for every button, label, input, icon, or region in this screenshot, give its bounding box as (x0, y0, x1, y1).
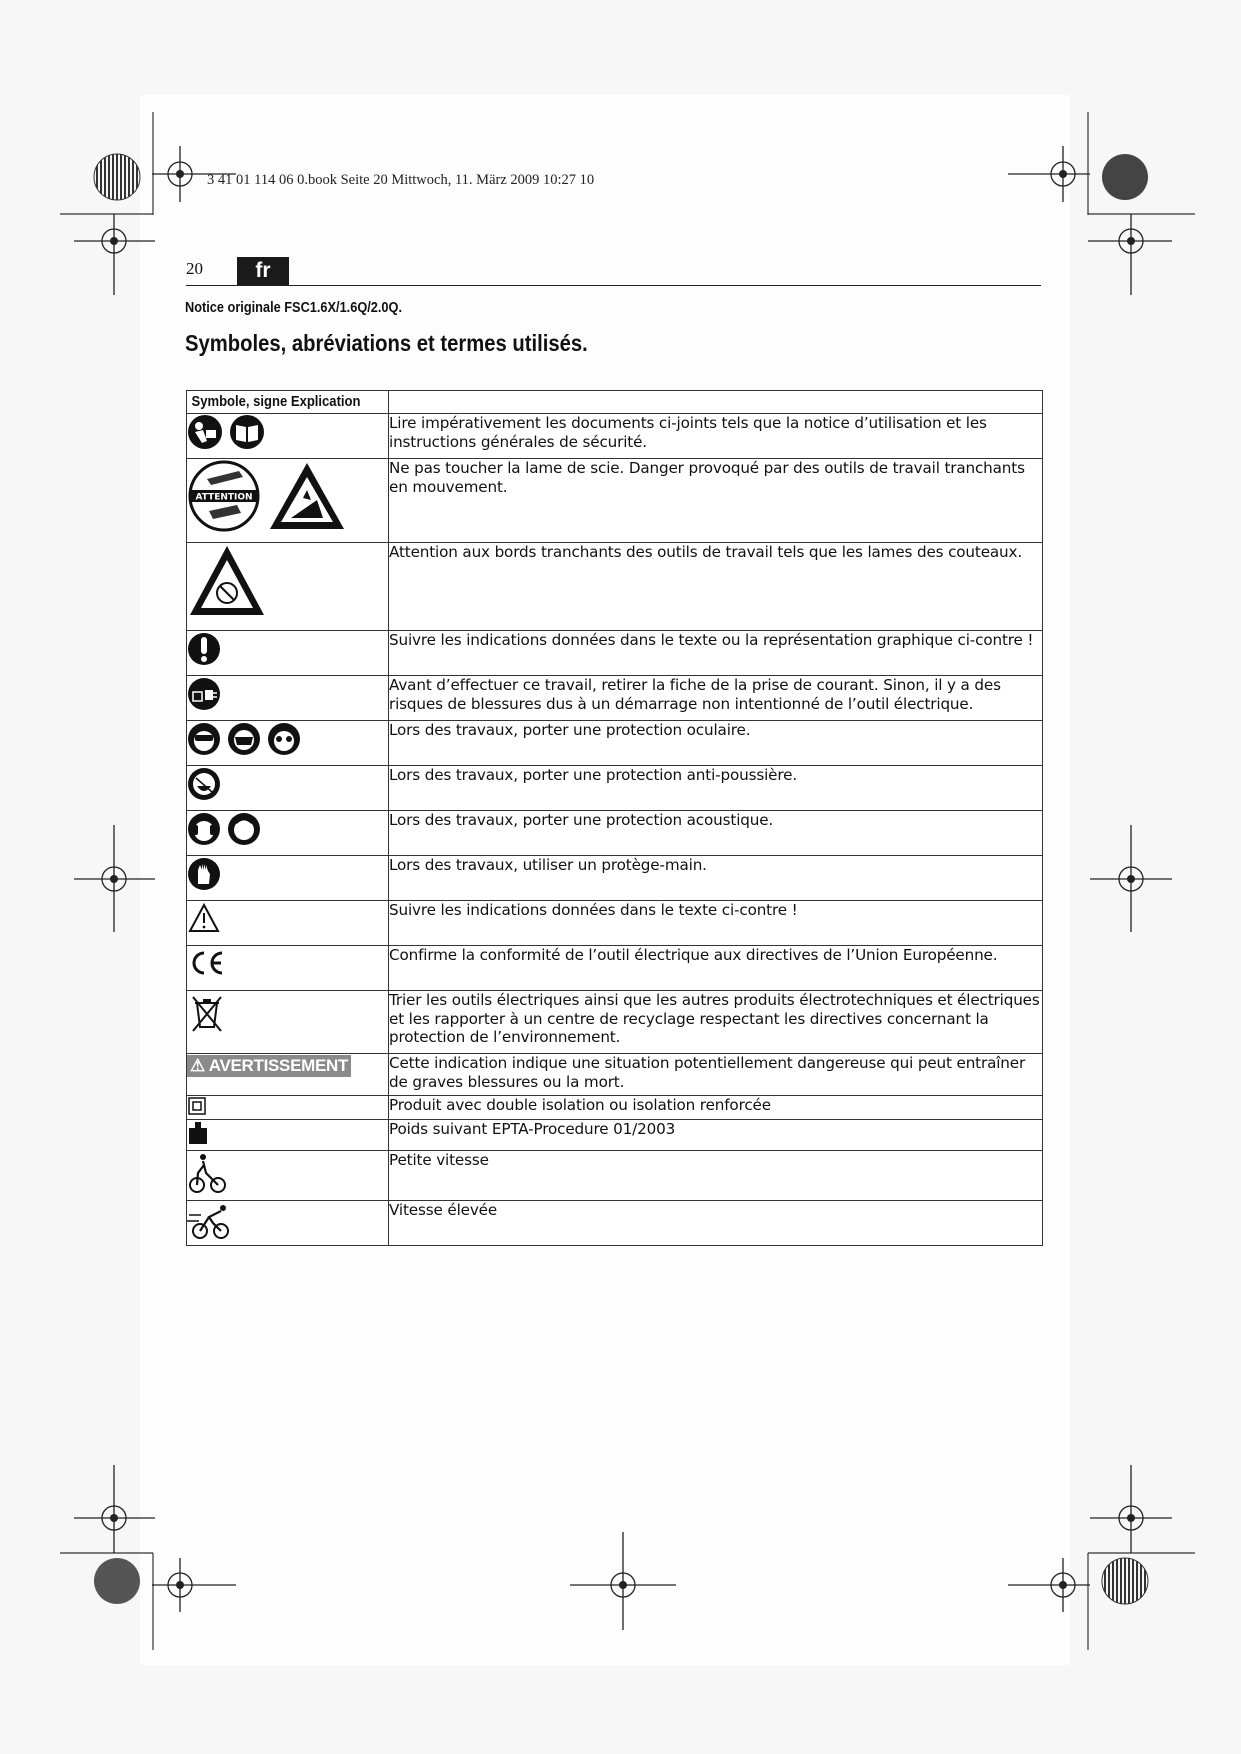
table-row (187, 946, 1043, 991)
explanation-cell (389, 414, 1043, 459)
face-shield-icon (227, 721, 261, 757)
crosshair-mark-br1 (1090, 1465, 1172, 1553)
symbol-cell (187, 1096, 389, 1120)
crosshair-mark-br2 (1008, 1558, 1090, 1612)
explanation-text: Suivre les indications données dans le texte ou la représentation graphique ci-contre ! (389, 631, 1034, 649)
explanation-cell (389, 459, 1043, 543)
book-icon (229, 414, 265, 450)
slow-cyclist-icon (187, 1151, 229, 1195)
unplug-icon (187, 676, 221, 712)
explanation-cell (389, 856, 1043, 901)
explanation-cell (389, 1120, 1043, 1151)
sharp-edges-warning-icon (187, 543, 267, 619)
crosshair-mark-bl1 (74, 1465, 155, 1553)
symbols-table (186, 390, 1043, 1246)
symbol-cell (187, 946, 389, 991)
svg-text:ATTENTION: ATTENTION (195, 492, 253, 503)
fast-cyclist-icon (187, 1201, 235, 1241)
explanation-cell (389, 901, 1043, 946)
table-row (187, 1120, 1043, 1151)
avertissement-text: AVERTISSEMENT (208, 1056, 349, 1075)
table-row (187, 766, 1043, 811)
symbol-cell (187, 856, 389, 901)
table-row (187, 1096, 1043, 1120)
table-row (187, 1054, 1043, 1096)
explanation-cell (389, 676, 1043, 721)
starburst-tr (1102, 154, 1148, 200)
explanation-cell (389, 543, 1043, 631)
dust-mask-icon (187, 766, 221, 802)
explanation-cell (389, 1054, 1043, 1096)
explanation-text: Avant d’effectuer ce travail, retirer la fiche de la prise de courant. Sinon, il y a des risques de blessures dus à un démarrage non intentionné de l’outil électrique. (389, 676, 1001, 713)
explanation-text: Produit avec double isolation ou isolation renforcée (389, 1096, 771, 1114)
double-insulation-icon (187, 1096, 207, 1116)
starburst-tl (94, 154, 140, 200)
symbol-cell (187, 631, 389, 676)
explanation-text: Petite vitesse (389, 1151, 489, 1169)
table-row (187, 676, 1043, 721)
symbol-cell (187, 543, 389, 631)
explanation-text: Cette indication indique une situation potentiellement dangereuse qui peut entraîner de graves blessures ou la mort. (389, 1054, 1026, 1091)
starburst-br (1102, 1558, 1148, 1604)
explanation-cell (389, 991, 1043, 1054)
page-number: 20 (186, 259, 203, 278)
explanation-text: Attention aux bords tranchants des outils de travail tels que les lames des couteaux. (389, 543, 1023, 561)
crosshair-mark-tl2 (74, 214, 155, 295)
explanation-cell (389, 811, 1043, 856)
symbol-cell (187, 1201, 389, 1246)
explanation-cell (389, 946, 1043, 991)
table-header-row (187, 391, 1043, 414)
symbol-cell (187, 1054, 389, 1096)
glasses-icon (267, 721, 301, 757)
explanation-cell (389, 766, 1043, 811)
explanation-text: Lire impérativement les documents ci-joints tels que la notice d’utilisation et les instructions générales de sécurité. (389, 414, 987, 451)
crosshair-mark-tr1 (1008, 146, 1090, 202)
table-row (187, 901, 1043, 946)
ce-mark-icon (187, 946, 227, 980)
explanation-cell (389, 631, 1043, 676)
table-row (187, 856, 1043, 901)
print-slug: 3 41 01 114 06 0.book Seite 20 Mittwoch, 11. März 2009 10:27 10 (207, 172, 595, 188)
symbol-cell (187, 1151, 389, 1201)
symbol-cell (187, 991, 389, 1054)
notice-line: Notice originale FSC1.6X/1.6Q/2.0Q. (185, 300, 403, 316)
explanation-cell (389, 1096, 1043, 1120)
attention-blade-icon (187, 459, 261, 533)
explanation-text: Vitesse élevée (389, 1201, 498, 1219)
explanation-cell (389, 1201, 1043, 1246)
ear-muffs-icon (227, 811, 261, 847)
symbol-cell (187, 766, 389, 811)
crosshair-mark-bl2 (152, 1558, 236, 1612)
weee-bin-icon (187, 991, 227, 1035)
symbol-cell (187, 811, 389, 856)
explanation-text: Suivre les indications données dans le texte ci-contre ! (389, 901, 798, 919)
table-row (187, 414, 1043, 459)
explanation-text: Trier les outils électriques ainsi que les autres produits électrotechniques et électriques et les rapporter à un centre de recyclage respectant les directives concernant la protection de l’environnement. (389, 991, 1040, 1046)
language-tab: fr (237, 257, 289, 285)
header-explanation-blank (389, 391, 1043, 414)
table-row (187, 811, 1043, 856)
explanation-text: Lors des travaux, utiliser un protège-main. (389, 856, 707, 874)
col-explanation-label: Explication (290, 394, 361, 410)
table-row (187, 1151, 1043, 1201)
table-row (187, 543, 1043, 631)
goggles-icon (187, 721, 221, 757)
col-symbol-label: Symbole, signe (191, 394, 288, 410)
header-rule (186, 285, 1041, 286)
explanation-text: Poids suivant EPTA-Procedure 01/2003 (389, 1120, 676, 1138)
read-manual-icon (187, 414, 223, 450)
exclamation-icon (187, 631, 221, 667)
starburst-bl (94, 1558, 140, 1604)
table-row (187, 991, 1043, 1054)
explanation-text: Lors des travaux, porter une protection acoustique. (389, 811, 774, 829)
table-row (187, 631, 1043, 676)
warning-triangle-icon (187, 901, 221, 935)
explanation-text: Confirme la conformité de l’outil électrique aux directives de l’Union Européenne. (389, 946, 998, 964)
explanation-text: Ne pas toucher la lame de scie. Danger provoqué par des outils de travail tranchants en mouvement. (389, 459, 1025, 496)
table-row (187, 721, 1043, 766)
page-title: Symboles, abréviations et termes utilisés. (185, 330, 588, 356)
ear-protection-icon (187, 811, 221, 847)
weight-icon (187, 1120, 209, 1146)
glove-icon (187, 856, 221, 892)
symbol-cell (187, 721, 389, 766)
explanation-cell (389, 721, 1043, 766)
table-row (187, 1201, 1043, 1246)
sharp-blade-warning-icon (267, 460, 347, 532)
symbol-cell (187, 414, 389, 459)
symbol-cell (187, 459, 389, 543)
symbol-cell (187, 1120, 389, 1151)
table-row (187, 459, 1043, 543)
explanation-cell (389, 1151, 1043, 1201)
symbol-cell (187, 676, 389, 721)
explanation-text: Lors des travaux, porter une protection oculaire. (389, 721, 751, 739)
header-symbol (187, 391, 389, 414)
explanation-text: Lors des travaux, porter une protection anti-poussière. (389, 766, 798, 784)
symbol-cell (187, 901, 389, 946)
crosshair-mark-tr2 (1088, 214, 1172, 295)
avertissement-label: ⚠ AVERTISSEMENT (187, 1055, 351, 1077)
